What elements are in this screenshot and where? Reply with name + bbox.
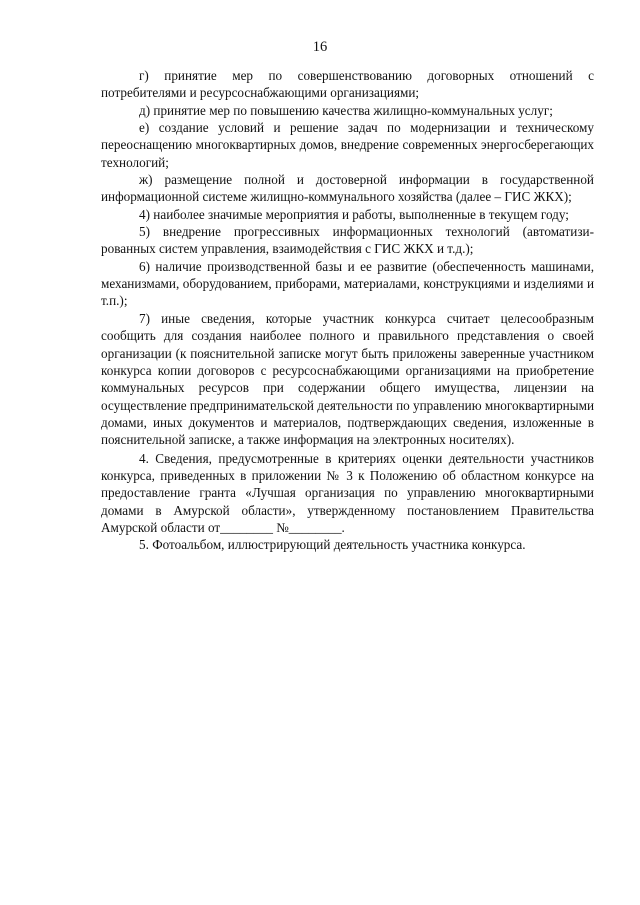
paragraph-g-consumer-relations: г) принятие мер по совершенствованию договорных отношений с потребителями и ресурсоснабжающими организациями; <box>101 68 594 101</box>
paragraph-6-production-base: 6) наличие производственной базы и ее развитие (обеспеченность машинами, механизмами, оборудованием, приборами, материалами, конструкциями и изделиями и т.п.); <box>101 258 594 309</box>
paragraph-7-other-information: 7) иные сведения, которые участник конкурса считает целесообразным сообщить для создания наиболее полного и правильного представления о своей организации (к пояснительной записке могут быть приложены заверенные участником конкурса копии договоров с ресурсоснабжающими организациями на приобретение коммунальных ресурсов при содержании общего имущества, лицензии на осуществление предпринимательской деятельности по управлению многоквартирными домами, иных документов и материалов, подтверждающих сведения, изложенные в пояснительной записке, а также информация на электронных носителях). <box>101 310 595 448</box>
paragraph-4-significant-works: 4) наиболее значимые мероприятия и работы, выполненные в текущем году; <box>139 206 569 222</box>
paragraph-section-5-photo-album: 5. Фотоальбом, иллюстрирующий деятельность участника конкурса. <box>139 537 526 553</box>
page-number: 16 <box>312 39 328 55</box>
paragraph-d-service-quality: д) принятие мер по повышению качества жилищно-коммунальных услуг; <box>139 102 553 118</box>
paragraph-zh-gis-zhkh: ж) размещение полной и достоверной информации в государственной информационной системе жилищно-коммунального хозяйства (далее – ГИС ЖКХ); <box>101 172 594 205</box>
paragraph-e-modernization: е) создание условий и решение задач по модернизации и техническому переоснащению многоквартирных домов, внедрение современных энергосберегающих технологий; <box>101 120 594 170</box>
document-body <box>101 67 594 554</box>
paragraph-section-4-criteria-info: 4. Сведения, предусмотренные в критериях оценки деятельности участников конкурса, приведенных в приложении № 3 к Положению об областном конкурсе на предоставление гранта «Лучшая организация по управлению многоквартирными домами в Амурской области», утвержденному постановлением Правительства Амурской области от________ №________. <box>101 450 594 535</box>
paragraph-5-information-technologies: 5) внедрение прогрессивных информационных технологий (автоматизированных систем управления, взаимодействия с ГИС ЖКХ и т.д.); <box>101 224 594 257</box>
